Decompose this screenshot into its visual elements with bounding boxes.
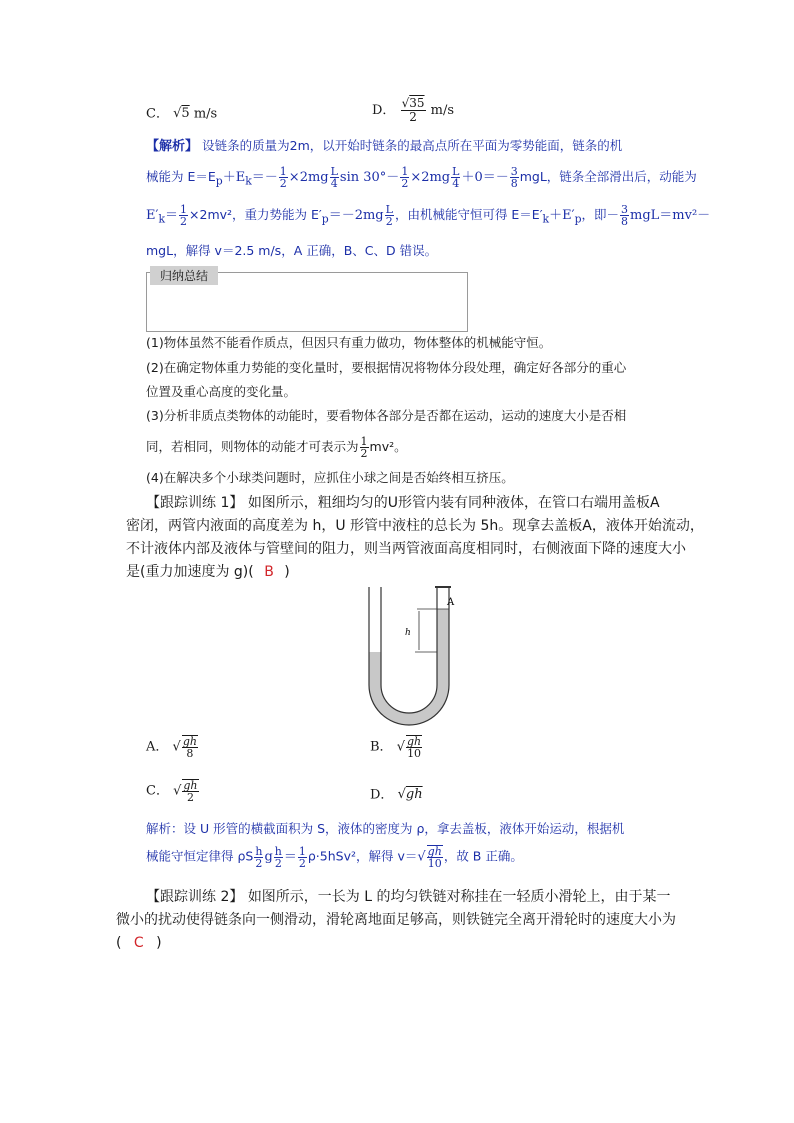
fraction-3-8 [510, 166, 519, 189]
summary-title: 归纳总结 [150, 266, 218, 285]
f-den: 8 [510, 177, 518, 190]
f-num: gh [407, 735, 422, 748]
ex2-l1: 如图所示，一长为 L 的均匀铁链对称挂在一轻质小滑轮上，由于某一 [247, 889, 671, 905]
a1-l2e: ＝－ [251, 170, 278, 185]
a1-l2a: 械能为 E＝E [146, 169, 216, 184]
exercise1-line1 [146, 493, 660, 513]
option-d-label: D． [372, 103, 396, 118]
fraction-1-2 [400, 166, 409, 189]
a1-l2i: ＋0＝－ [461, 170, 509, 185]
opt-c-label: C． [146, 783, 169, 799]
opt-d-val: gh [405, 787, 423, 802]
ex1-option-a [146, 735, 199, 759]
a1-l3f: ＝－2mg [328, 208, 384, 223]
summary-point-3a: (3)分析非质点类物体的动能时，要看物体各部分是否都在运动，运动的速度大小是否相 [146, 408, 627, 423]
f-num: 1 [360, 435, 368, 448]
f-den: 4 [452, 177, 460, 190]
a1-l3c: ＝ [165, 208, 179, 223]
analysis1-line1 [146, 136, 622, 157]
f-num: gh [183, 779, 198, 792]
fraction-1-2 [360, 436, 369, 459]
summary-point-2b: 位置及重心高度的变化量。 [146, 384, 297, 399]
summary-point-3b [146, 436, 407, 459]
option-d-unit: m/s [430, 103, 455, 118]
f-num: 3 [510, 165, 518, 178]
inner-tube [381, 587, 437, 713]
fraction-1-2 [179, 204, 188, 227]
sqrt-symbol: √ $\frac{gh}{10}$ [417, 845, 442, 870]
analysis1-line4: mgL，解得 v＝2.5 m/s，A 正确，B、C、D 错误。 [146, 243, 438, 258]
u-tube-figure [355, 585, 465, 735]
a1-l3g: ，由机械能守恒可得 E＝E′ [394, 207, 543, 222]
ex1-option-c [146, 779, 200, 803]
ex2-l3b: ) [156, 935, 162, 951]
ex1-l1: 如图所示，粗细均匀的U形管内装有同种液体，在管口右端用盖板A [247, 495, 660, 511]
analysis-tag: 【解析】 [146, 139, 199, 154]
exercise2-line3 [116, 933, 162, 953]
f-num: h [274, 844, 282, 858]
exercise2-line2: 微小的扰动使得链条向一侧滑动，滑轮离地面足够高，则铁链完全离开滑轮时的速度大小为 [116, 912, 676, 928]
exercise1-line4 [126, 562, 290, 582]
fraction-L-2 [385, 204, 394, 227]
a1-l2j: mgL，链条全部滑出后，动能为 [519, 169, 697, 184]
sqrt-symbol: √5 [173, 106, 190, 121]
fraction-3-8 [620, 204, 629, 227]
f-num: 1 [401, 165, 409, 178]
opt-b-label: B． [370, 739, 393, 755]
sub-p: p [574, 212, 582, 226]
f-den: 4 [330, 177, 338, 190]
analysis1-line3 [146, 204, 710, 230]
a1-l3e: p [321, 212, 329, 226]
ex1-l4end: ) [284, 564, 290, 580]
a1-l3a: E′ [146, 208, 159, 223]
exercise1-line3: 不计液体内部及液体与管壁间的阻力，则当两管液面高度相同时，右侧液面下降的速度大小 [126, 541, 686, 557]
option-c-unit: m/s [193, 106, 218, 122]
a1-l3d: ×2mv²，重力势能为 E′ [189, 207, 322, 222]
f-den: 2 [401, 177, 409, 190]
ex1-l4: 是(重力加速度为 g)( [126, 564, 254, 580]
a1-l2c: ＋E [222, 170, 246, 185]
f-den: 8 [621, 215, 629, 228]
summary-point-2a: (2)在确定物体重力势能的变化量时，要根据情况将物体分段处理，确定好各部分的重心 [146, 360, 627, 375]
option-d-num: 35 [409, 96, 425, 110]
f-den: 2 [180, 215, 188, 228]
a2-l2e: ，故 B 正确。 [443, 848, 523, 864]
f-den: 2 [186, 791, 194, 804]
opt-a-label: A． [146, 739, 169, 755]
a1-l2b: p [215, 174, 223, 188]
opt-d-label: D． [370, 787, 394, 803]
a1-l2h: ×2mg [410, 170, 451, 185]
exercise2-line1 [146, 887, 671, 907]
f-den: 2 [298, 856, 306, 870]
f-num: 1 [180, 203, 188, 216]
f-den: 10 [427, 857, 442, 870]
f-num: L [385, 203, 393, 216]
option-c-label: C． [146, 106, 169, 122]
a1-l2d: k [245, 174, 252, 188]
a1-l2f: ×2mg [288, 170, 329, 185]
sqrt-symbol: √ $\frac{gh}{10}$ [396, 735, 422, 760]
fraction-h-2 [254, 846, 263, 869]
option-c [146, 104, 217, 125]
option-d-fraction: $\frac{√35}{2}$ [401, 96, 425, 124]
f-num: gh [182, 735, 197, 748]
a2-l2a: 械能守恒定律得 ρS [146, 848, 254, 864]
f-num: h [255, 844, 263, 858]
a2-l2c: ＝ [283, 849, 297, 865]
analysis2-line1: 解析：设 U 形管的横截面积为 S，液体的密度为 ρ，拿去盖板，液体开始运动，根据机 [146, 821, 625, 836]
f-num: 1 [279, 165, 287, 178]
f-den: 2 [279, 177, 287, 190]
f-den: 2 [360, 447, 368, 460]
fraction-1-2 [279, 166, 288, 189]
summary-point-4: (4)在解决多个小球类问题时，应抓住小球之间是否始终相互挤压。 [146, 470, 514, 485]
option-d-den: 2 [409, 110, 417, 124]
f-den: 10 [407, 747, 422, 760]
option-d [372, 97, 454, 124]
f-den: 8 [186, 747, 194, 760]
fraction-1-2 [298, 846, 307, 869]
f-num: L [330, 165, 338, 178]
p3c-text: mv²。 [369, 439, 407, 454]
sqrt-symbol: √gh [397, 787, 423, 802]
label-A: A [447, 597, 455, 608]
a1-l3i: ，即－ [581, 207, 620, 222]
exercise1-answer: B [264, 564, 274, 580]
sub-k: k [542, 212, 550, 226]
fraction-L-4 [451, 166, 460, 189]
a1-l3h: ＋E′ [549, 208, 575, 223]
f-num: 3 [621, 203, 629, 216]
p3b-text: 同，若相同，则物体的动能才可表示为 [146, 439, 359, 454]
label-h: h [405, 628, 411, 638]
fraction-L-4 [330, 166, 339, 189]
a2-l2b: g [264, 849, 273, 865]
option-c-value: 5 [181, 106, 190, 121]
f-num: 1 [298, 844, 306, 858]
analysis2-line2 [146, 845, 523, 869]
analysis1-line2 [146, 166, 697, 192]
f-num: L [452, 165, 460, 178]
a1-l3b: k [158, 212, 166, 226]
analysis1-text1: 设链条的质量为2m，以开始时链条的最高点所在平面为零势能面，链条的机 [202, 138, 623, 153]
a1-l3j: mgL＝mv²－ [630, 208, 711, 223]
a2-l2d: ρ·5hSv²，解得 v＝ [307, 848, 418, 864]
sqrt-symbol: √ $\frac{gh}{8}$ [172, 735, 197, 760]
exercise2-tag: 【跟踪训练 2】 [146, 889, 244, 905]
ex1-option-b [370, 735, 423, 759]
sqrt-symbol: √ $\frac{gh}{2}$ [173, 779, 198, 804]
exercise1-tag: 【跟踪训练 1】 [146, 495, 244, 511]
exercise2-answer: C [133, 935, 144, 951]
a1-l2g: sin 30°－ [339, 170, 400, 185]
exercise1-line2: 密闭，两管内液面的高度差为 h，U 形管中液柱的总长为 5h。现拿去盖板A，液体开始流动， [126, 518, 704, 534]
summary-point-1: (1)物体虽然不能看作质点，但因只有重力做功，物体整体的机械能守恒。 [146, 335, 552, 350]
f-den: 2 [274, 856, 282, 870]
ex1-option-d [370, 785, 423, 806]
f-den: 2 [255, 856, 263, 870]
fraction-h-2 [274, 846, 283, 869]
f-den: 2 [385, 215, 393, 228]
ex2-l3a: ( [116, 935, 122, 951]
f-num: gh [427, 845, 442, 858]
